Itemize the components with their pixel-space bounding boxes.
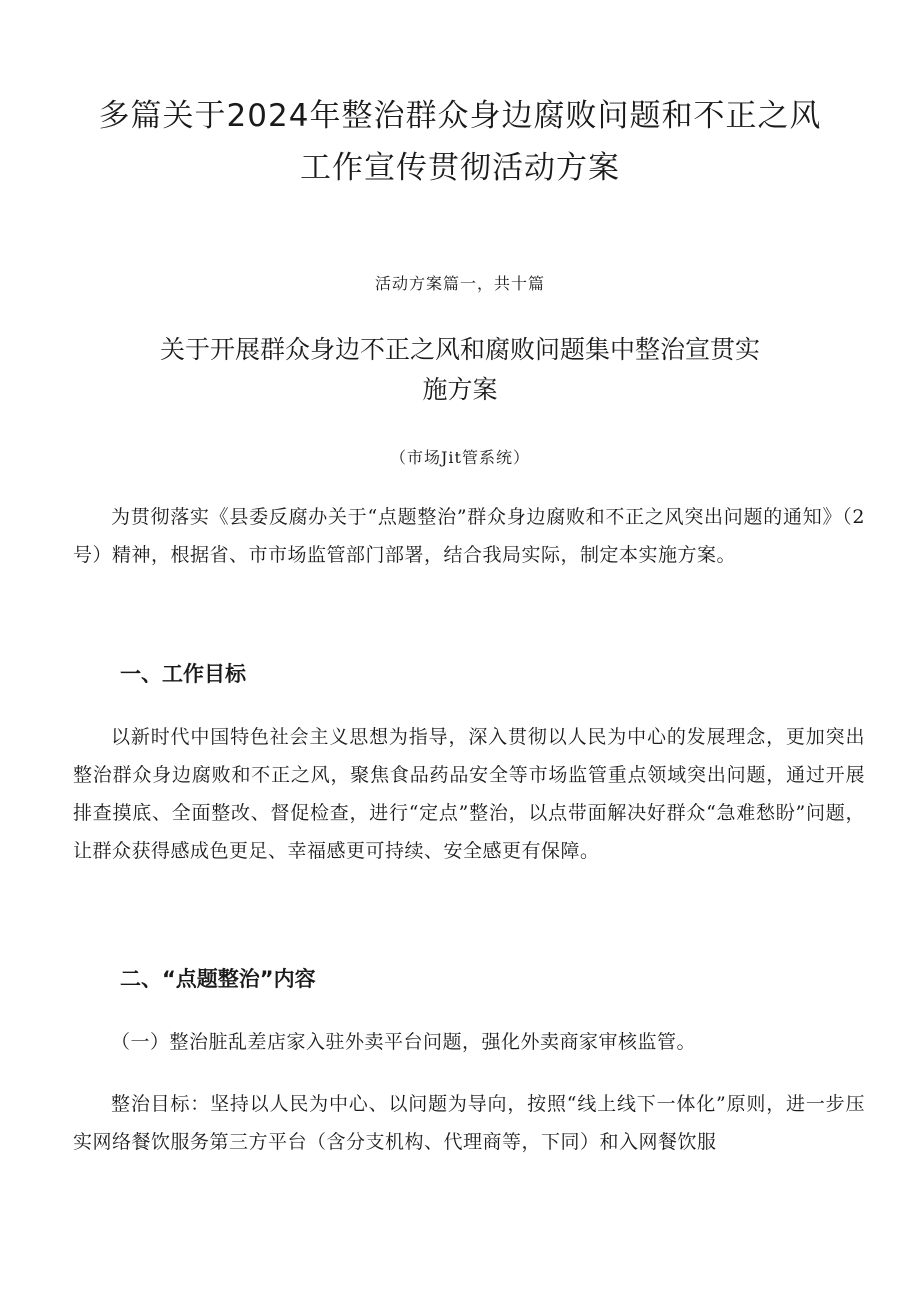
plan-title-line-2: 施方案 <box>422 375 498 404</box>
heading-work-goals: 一、工作目标 <box>120 662 246 686</box>
document-title-line-2: 工作宣传贯彻活动方案 <box>300 150 620 186</box>
department-label: （市场Jit管系统） <box>390 448 530 467</box>
heading-rectification-content: 二、“点题整治”内容 <box>120 967 316 991</box>
section-label: 活动方案篇一，共十篇 <box>374 274 545 293</box>
target-paragraph: 整治目标：坚持以人民为中心、以问题为导向，按照“线上线下一体化”原则，进一步压实网络餐饮服务第三方平台（含分支机构、代理商等，下同）和入网餐饮服 <box>73 1093 865 1153</box>
plan-title-line-1: 关于开展群众身边不正之风和腐败问题集中整治宣贯实 <box>159 335 760 364</box>
intro-paragraph: 为贯彻落实《县委反腐办关于“点题整治”群众身边腐败和不正之风突出问题的通知》（2号）精神，根据省、市市场监管部门部署，结合我局实际，制定本实施方案。 <box>73 506 865 566</box>
goal-paragraph: 以新时代中国特色社会主义思想为指导，深入贯彻以人民为中心的发展理念，更加突出整治群众身边腐败和不正之风，聚焦食品药品安全等市场监管重点领域突出问题，通过开展排查摸底、全面整改、督促检查，进行“定点”整治，以点带面解决好群众“急难愁盼”问题，让群众获得感成色更足、幸福感更可持续、安全感更有保障。 <box>73 726 865 862</box>
document-title-line-1: 多篇关于2024年整治群众身边腐败问题和不正之风 <box>98 98 822 134</box>
item-1-paragraph: （一）整治脏乱差店家入驻外卖平台问题，强化外卖商家审核监管。 <box>111 1031 697 1053</box>
